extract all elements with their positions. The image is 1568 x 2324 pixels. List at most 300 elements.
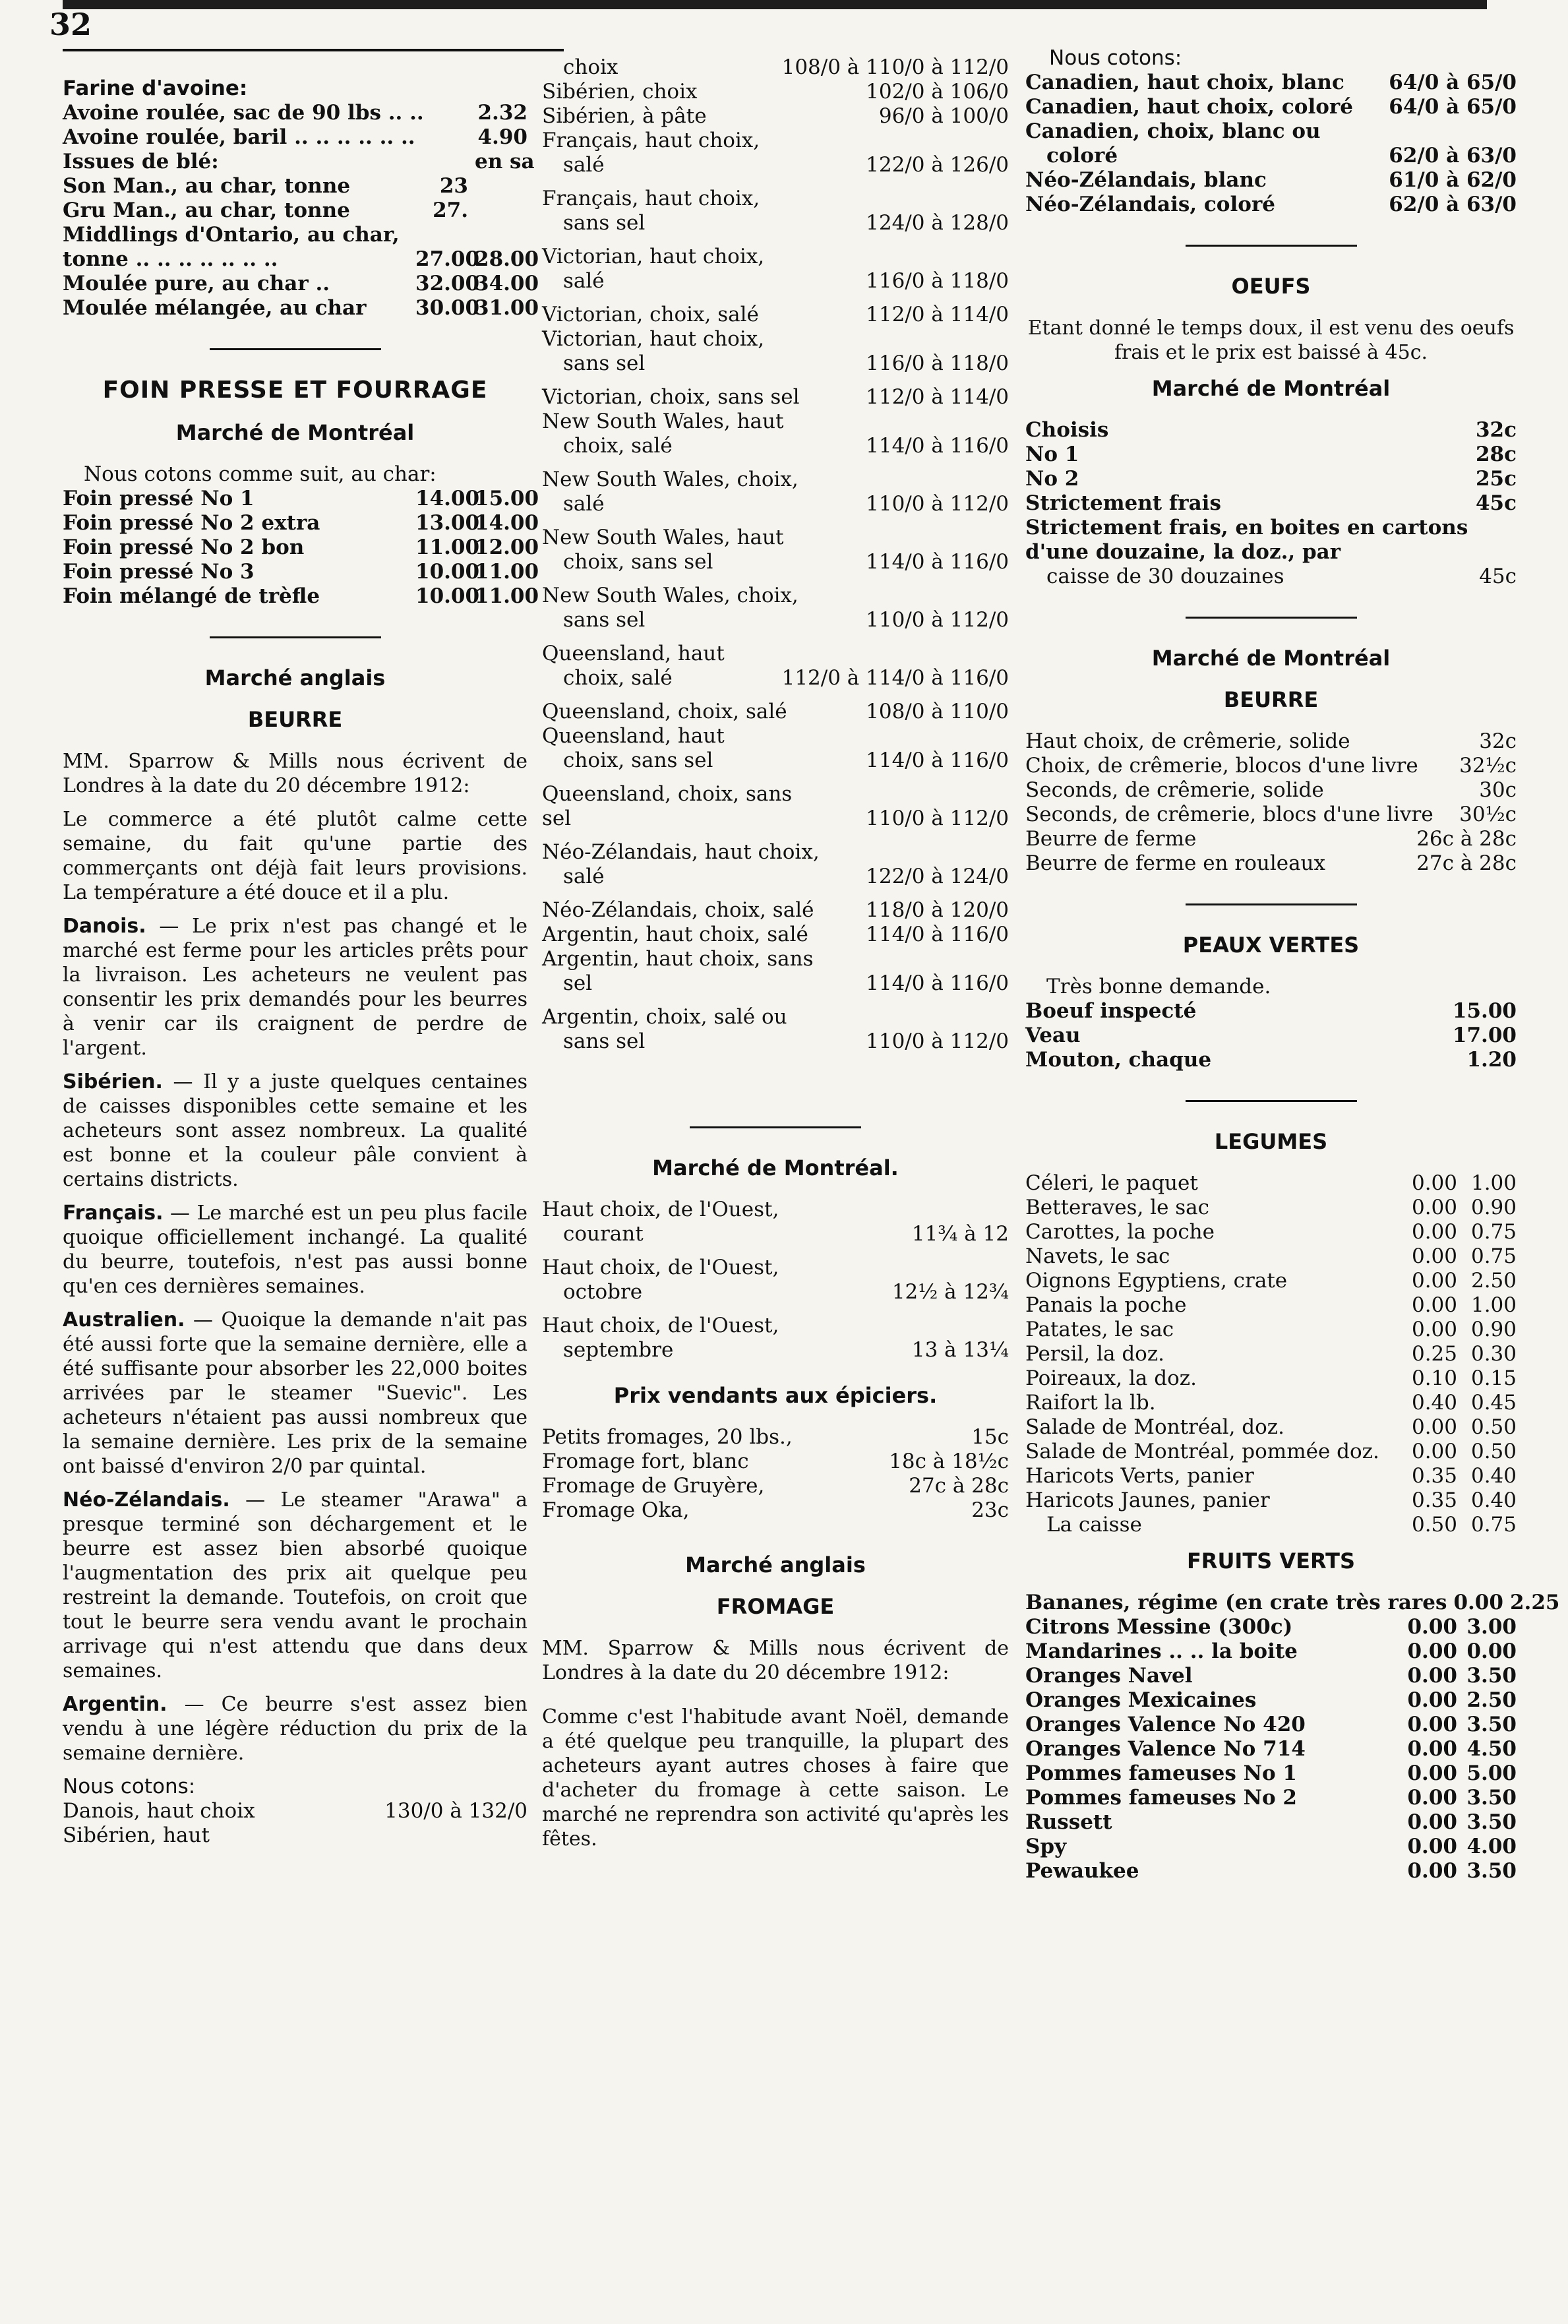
legumes-row — [1025, 1269, 1517, 1293]
cotons-row — [63, 1799, 528, 1823]
argentin-lead: Argentin. — [63, 1693, 167, 1716]
fruits-row-value-high: 4.00 — [1466, 1835, 1517, 1858]
commerce-paragraph: Le commerce a été plutôt calme cette semaine, du fait qu'une partie des commerçants ont déjà fait leurs provisions. La température a été douce et il a plu. — [63, 808, 528, 904]
fruits-row-value-low: 0.00 — [1407, 1835, 1457, 1858]
fruits-row-value-low: 0.00 — [1407, 1859, 1457, 1883]
legumes-row-value-low: 0.00 — [1411, 1196, 1457, 1219]
foin-row — [63, 535, 539, 560]
legumes-row-value-low: 0.00 — [1411, 1220, 1457, 1244]
peaux-intro: Très bonne demande. — [1046, 975, 1271, 998]
montreal-row-title: Haut choix, de l'Ouest, — [542, 1314, 779, 1337]
beurre-price-row — [542, 971, 1009, 996]
farine-row — [63, 272, 539, 296]
beurre-price-list — [542, 55, 1009, 1054]
row-spacer — [542, 376, 1009, 385]
beurre-price-row-label: Argentin, haut choix, sans — [542, 947, 814, 971]
beurre-price-row — [542, 840, 1009, 865]
cotons-row-value: 130/0 à 132/0 — [384, 1799, 528, 1823]
montreal-row-sub: septembre — [563, 1338, 674, 1362]
foin-row-value-low: 11.00 — [415, 535, 480, 559]
fromage-cotons-row-value: 62/0 à 63/0 — [1389, 193, 1517, 216]
beurre-price-row — [542, 608, 1009, 632]
montreal-row-value: 13 à 13¼ — [911, 1338, 1009, 1362]
intro-paragraph: MM. Sparrow & Mills nous écrivent de Londres à la date du 20 décembre 1912: — [63, 750, 528, 797]
farine-row — [63, 223, 528, 247]
montreal-row-sub: courant — [563, 1222, 644, 1246]
farine-row — [63, 174, 528, 199]
legumes-row-value-high: 0.40 — [1470, 1464, 1517, 1488]
legumes-row-value-low: 0.00 — [1411, 1415, 1457, 1439]
beurre-price-row-label: Queensland, haut — [542, 642, 725, 665]
fruits-row — [1025, 1859, 1517, 1883]
beurre-price-row — [542, 1029, 1009, 1054]
beurre-montreal-row-value: 26c à 28c — [1416, 827, 1517, 851]
legumes-row-value-low: 0.00 — [1411, 1440, 1457, 1463]
beurre-price-row-value: 122/0 à 126/0 — [866, 153, 1009, 177]
beurre-price-row — [542, 434, 1009, 458]
beurre-price-row-label: choix — [563, 55, 618, 79]
epiciers-row — [542, 1425, 1009, 1450]
foin-row-value-high: 12.00 — [475, 535, 539, 559]
legumes-row-value-low: 0.00 — [1411, 1318, 1457, 1341]
fruits-row-value-low: 0.00 — [1407, 1786, 1457, 1810]
row-spacer — [542, 996, 1009, 1005]
beurre-montreal-row-value: 32½c — [1459, 754, 1517, 778]
peaux-heading: PEAUX VERTES — [1182, 933, 1360, 958]
danois-text: — Le prix n'est pas changé et le marché est ferme pour les articles prêts pour la livraison. Les acheteurs ne veulent pas consentir les prix demandés pour les beurres à venir car ils craignent de perdre de l'argent. — [63, 915, 528, 1060]
legumes-row — [1025, 1318, 1517, 1342]
legumes-row-label: Panais la poche — [1025, 1293, 1187, 1317]
legumes-row-value-high: 0.75 — [1470, 1244, 1517, 1268]
legumes-row-value-high: 2.50 — [1470, 1269, 1517, 1293]
beurre-price-row-value: 110/0 à 112/0 — [866, 807, 1009, 830]
farine-row-value-high: en sa — [475, 150, 535, 173]
beurre-price-row — [542, 352, 1009, 376]
francais-paragraph — [63, 1201, 528, 1299]
farine-row-value-high: 2.32 — [477, 101, 528, 125]
beurre-price-row-label: New South Wales, choix, — [542, 584, 799, 607]
beurre-price-row — [542, 807, 1009, 831]
beurre-price-row — [542, 80, 1009, 104]
fruits-row-value-low: 0.00 — [1407, 1664, 1457, 1688]
legumes-row-label: Oignons Egyptiens, crate — [1025, 1269, 1288, 1293]
neo-lead: Néo-Zélandais. — [63, 1488, 230, 1512]
fromage-cotons-list — [1025, 71, 1517, 217]
fromage-cotons-row-label: Néo-Zélandais, blanc — [1025, 168, 1267, 192]
fruits-row-value-high: 3.50 — [1466, 1810, 1517, 1834]
oeufs-row-label: Strictement frais — [1025, 491, 1221, 515]
beurre-price-row-label: Queensland, choix, sans — [542, 782, 793, 806]
legumes-row — [1025, 1488, 1517, 1513]
francais-lead: Français. — [63, 1202, 164, 1225]
fromage-paragraph: Comme c'est l'habitude avant Noël, demande a été quelque peu tranquille, la plupart des acheteurs ayant autres choses à faire que d'acheter du fromage à cette saison. Le marché ne reprendra son activité qu'après les fêtes. — [542, 1705, 1009, 1850]
beurre-price-row-value: 108/0 à 110/0 à 112/0 — [781, 55, 1009, 79]
foin-row-value-low: 10.00 — [415, 560, 480, 584]
beurre-price-row — [542, 526, 1009, 550]
farine-row — [63, 247, 539, 272]
fruits-row-label: Pommes fameuses No 2 — [1025, 1786, 1298, 1810]
legumes-row-value-high: 0.30 — [1470, 1342, 1517, 1366]
beurre-price-row-value: 122/0 à 124/0 — [866, 865, 1009, 888]
fromage-cotons-row-label: Canadien, choix, blanc ou — [1025, 119, 1321, 143]
epiciers-heading: Prix vendants aux épiciers. — [613, 1383, 938, 1408]
beurre-montreal-row — [1025, 778, 1517, 803]
row-spacer — [542, 773, 1009, 782]
foin-row — [63, 560, 539, 584]
farine-row-value-high: 4.90 — [477, 125, 528, 149]
beurre-montreal-row — [1025, 729, 1517, 754]
farine-row-value-low: 32.00 — [415, 272, 480, 295]
header-rule-bar — [63, 0, 1487, 9]
beurre-price-row-value: 118/0 à 120/0 — [866, 898, 1009, 922]
beurre-price-row-label: Français, haut choix, — [542, 187, 760, 210]
foin-market-heading: Marché de Montréal — [175, 420, 415, 445]
beurre-price-row-label: Argentin, haut choix, salé — [542, 923, 808, 946]
fruits-row-value-low: 0.00 — [1407, 1639, 1457, 1663]
fruits-row-value-high: 3.50 — [1466, 1664, 1517, 1688]
foin-row-value-high: 14.00 — [475, 511, 539, 535]
legumes-heading: LEGUMES — [1214, 1129, 1328, 1154]
foin-row — [63, 584, 539, 609]
legumes-row — [1025, 1244, 1517, 1269]
foin-row-label: Foin pressé No 2 extra — [63, 511, 320, 535]
beurre-price-row-label: Victorian, haut choix, — [542, 327, 765, 351]
section-divider — [210, 636, 381, 638]
farine-row-label: Avoine roulée, sac de 90 lbs .. .. — [63, 101, 424, 125]
beurre-price-row-value: 112/0 à 114/0 à 116/0 — [781, 666, 1009, 690]
legumes-row-label: Betteraves, le sac — [1025, 1196, 1210, 1219]
peaux-row-value: 1.20 — [1466, 1048, 1517, 1072]
peaux-row-value: 17.00 — [1452, 1024, 1517, 1047]
oeufs-row-label: Choisis — [1025, 418, 1109, 442]
farine-row — [63, 150, 535, 174]
montreal-row-sub: octobre — [563, 1280, 643, 1304]
beurre-price-row-label: Victorian, choix, salé — [542, 303, 759, 326]
beurre-montreal-row — [1025, 827, 1517, 851]
fruits-row — [1025, 1713, 1517, 1737]
column-left — [63, 46, 539, 1848]
farine-price-list — [63, 101, 539, 321]
legumes-row-value-low: 0.10 — [1411, 1366, 1457, 1390]
beurre-price-row — [542, 303, 1009, 327]
legumes-row-label: La caisse — [1046, 1513, 1142, 1537]
beurre-montreal-row-label: Seconds, de crêmerie, blocs d'une livre — [1025, 803, 1433, 826]
section-divider — [1186, 903, 1357, 905]
beurre-price-row — [542, 947, 1009, 971]
fruits-row-label: Spy — [1025, 1835, 1067, 1858]
beurre-montreal-row-label: Choix, de crêmerie, blocos d'une livre — [1025, 754, 1418, 778]
beurre-price-row-label: sans sel — [563, 352, 646, 375]
section-divider — [1186, 245, 1357, 247]
beurre-montreal-row-label: Beurre de ferme en rouleaux — [1025, 851, 1326, 875]
fruits-row-value-high: 2.25 — [1509, 1591, 1560, 1614]
beurre-price-row-label: choix, sans sel — [563, 749, 713, 772]
cotons-heading-2: Nous cotons: — [1049, 46, 1182, 70]
peaux-row — [1025, 999, 1517, 1024]
fruits-row — [1025, 1639, 1517, 1664]
foin-row — [63, 511, 539, 535]
fruits-row-label: Oranges Mexicaines — [1025, 1688, 1257, 1712]
legumes-row — [1025, 1440, 1517, 1464]
montreal-row-value: 12½ à 12¾ — [891, 1280, 1009, 1304]
beurre-price-row-label: Victorian, haut choix, — [542, 245, 765, 268]
beurre-price-row-value: 116/0 à 118/0 — [866, 269, 1009, 293]
legumes-row-value-low: 0.35 — [1411, 1464, 1457, 1488]
anglais-heading: Marché anglais — [204, 665, 386, 690]
peaux-row-label: Mouton, chaque — [1025, 1048, 1212, 1072]
beurre-montreal-row — [1025, 803, 1517, 827]
legumes-row-label: Navets, le sac — [1025, 1244, 1170, 1268]
epiciers-price-list — [542, 1425, 1009, 1523]
beurre-montreal-row-label: Beurre de ferme — [1025, 827, 1197, 851]
beurre-price-row-value: 102/0 à 106/0 — [866, 80, 1009, 104]
peaux-row-label: Boeuf inspecté — [1025, 999, 1197, 1023]
beurre-price-row-label: choix, salé — [563, 434, 673, 458]
legumes-row — [1025, 1171, 1517, 1196]
beurre-price-row-value: 114/0 à 116/0 — [866, 923, 1009, 946]
legumes-row-value-high: 0.75 — [1470, 1513, 1517, 1537]
beurre-montreal-row-value: 30c — [1479, 778, 1517, 802]
fruits-row — [1025, 1835, 1517, 1859]
beurre-price-row — [542, 410, 1009, 434]
fruits-row-value-low: 0.00 — [1407, 1688, 1457, 1712]
oeufs-boites-label: caisse de 30 douzaines — [1046, 565, 1284, 588]
beurre-price-row-label: sel — [542, 807, 572, 830]
farine-row-value-low: 27.00 — [415, 247, 480, 271]
fruits-heading: FRUITS VERTS — [1186, 1548, 1356, 1574]
beurre-price-row — [542, 865, 1009, 889]
fruits-row — [1025, 1615, 1517, 1639]
montreal-row-value: 11¾ à 12 — [911, 1222, 1009, 1246]
legumes-row-value-high: 0.50 — [1470, 1440, 1517, 1463]
beurre-price-row-label: Queensland, haut — [542, 724, 725, 748]
beurre-price-row-value: 114/0 à 116/0 — [866, 971, 1009, 995]
fruits-row-label: Mandarines .. .. la boite — [1025, 1639, 1298, 1663]
fruits-row-value-high: 3.50 — [1466, 1859, 1517, 1883]
legumes-row — [1025, 1464, 1517, 1488]
beurre-montreal-row-value: 30½c — [1459, 803, 1517, 826]
legumes-row — [1025, 1513, 1517, 1537]
fruits-row-value-high: 5.00 — [1466, 1761, 1517, 1785]
fruits-row-label: Russett — [1025, 1810, 1112, 1834]
beurre-price-row — [542, 211, 1009, 235]
fromage-cotons-row-label: coloré — [1046, 144, 1118, 168]
foin-heading: FOIN PRESSE ET FOURRAGE — [102, 377, 488, 404]
legumes-row — [1025, 1415, 1517, 1440]
fromage-cotons-row — [1025, 144, 1517, 168]
fruits-row-label: Citrons Messine (300c) — [1025, 1615, 1293, 1639]
fromage-cotons-row — [1025, 71, 1517, 95]
fromage-intro: MM. Sparrow & Mills nous écrivent de Londres à la date du 20 décembre 1912: — [542, 1637, 1009, 1684]
fromage-cotons-row — [1025, 168, 1517, 193]
cotons-row-label: Sibérien, haut — [63, 1823, 210, 1847]
epiciers-row-label: Fromage Oka, — [542, 1498, 690, 1522]
beurre-price-row — [542, 327, 1009, 352]
fruits-price-list — [1025, 1591, 1560, 1883]
beurre-price-row-label: New South Wales, choix, — [542, 468, 799, 491]
beurre-price-row-value: 124/0 à 128/0 — [866, 211, 1009, 235]
section-divider — [1186, 617, 1357, 619]
beurre-price-row-label: Argentin, choix, salé ou — [542, 1005, 787, 1029]
row-spacer — [542, 177, 1009, 187]
beurre-montreal-row-value: 32c — [1479, 729, 1517, 753]
legumes-row — [1025, 1196, 1517, 1220]
legumes-row-value-low: 0.00 — [1411, 1171, 1457, 1195]
legumes-row-value-high: 0.75 — [1470, 1220, 1517, 1244]
beurre-price-row-value: 110/0 à 112/0 — [866, 608, 1009, 632]
farine-row-label: Moulée mélangée, au char — [63, 296, 367, 320]
oeufs-boites-line: Strictement frais, en boites en cartons d'une douzaine, la doz., par — [1025, 516, 1468, 564]
beurre-price-row-label: Sibérien, choix — [542, 80, 698, 104]
beurre-price-row-label: choix, salé — [563, 666, 673, 690]
beurre-price-row — [542, 129, 1009, 153]
foin-row-label: Foin pressé No 3 — [63, 560, 255, 584]
fromage-cotons-row — [1025, 95, 1517, 119]
epiciers-row — [542, 1474, 1009, 1498]
beurre-price-row — [542, 584, 1009, 608]
montreal-row — [542, 1280, 1009, 1304]
beurre-price-row-value: 116/0 à 118/0 — [866, 352, 1009, 375]
row-spacer — [542, 831, 1009, 840]
oeufs-row-label: No 2 — [1025, 467, 1079, 491]
foin-row-value-low: 14.00 — [415, 487, 480, 510]
row-spacer — [542, 1304, 1009, 1314]
montreal-row — [542, 1338, 1009, 1362]
beurre-montreal-row — [1025, 851, 1517, 876]
legumes-row — [1025, 1366, 1517, 1391]
epiciers-row-value: 15c — [971, 1425, 1009, 1449]
row-spacer — [542, 1362, 1009, 1372]
fruits-row-value-high: 3.00 — [1466, 1615, 1517, 1639]
beurre-heading-2: BEURRE — [1223, 687, 1319, 712]
beurre-price-row — [542, 642, 1009, 666]
farine-row — [63, 199, 528, 223]
fromage-heading: FROMAGE — [716, 1594, 835, 1619]
beurre-price-row-label: choix, sans sel — [563, 550, 713, 574]
legumes-row-label: Poireaux, la doz. — [1025, 1366, 1197, 1390]
oeufs-row-label: No 1 — [1025, 443, 1079, 466]
fruits-row-value-low: 0.00 — [1453, 1591, 1503, 1614]
legumes-row — [1025, 1391, 1517, 1415]
peaux-row-label: Veau — [1025, 1024, 1081, 1047]
legumes-row-label: Raifort la lb. — [1025, 1391, 1156, 1415]
beurre-price-row-label: Néo-Zélandais, haut choix, — [542, 840, 820, 864]
francais-text: — Le marché est un peu plus facile quoique officiellement inchangé. La qualité du beurre, toutefois, n'est pas aussi bonne qu'en ces dernières semaines. — [63, 1202, 528, 1298]
epiciers-row-label: Fromage fort, blanc — [542, 1450, 749, 1473]
montreal-heading: Marché de Montréal. — [652, 1155, 899, 1180]
row-spacer — [542, 458, 1009, 468]
oeufs-paragraph: Etant donné le temps doux, il est venu des oeufs frais et le prix est baissé à 45c. — [1027, 317, 1515, 364]
australien-paragraph — [63, 1308, 528, 1479]
fruits-row-label: Bananes, régime (en crate très rares — [1025, 1591, 1447, 1614]
beurre-price-row — [542, 666, 1009, 690]
foin-price-list — [63, 487, 539, 609]
fruits-row-label: Pommes fameuses No 1 — [1025, 1761, 1298, 1785]
peaux-row-value: 15.00 — [1452, 999, 1517, 1023]
farine-row-label: Son Man., au char, tonne — [63, 174, 351, 198]
foin-row-value-high: 15.00 — [475, 487, 539, 510]
foin-row-label: Foin mélangé de trèfle — [63, 584, 320, 608]
farine-row — [63, 125, 528, 150]
epiciers-row — [542, 1498, 1009, 1523]
fruits-row-label: Oranges Valence No 420 — [1025, 1713, 1306, 1736]
foin-row-label: Foin pressé No 2 bon — [63, 535, 305, 559]
beurre-montreal-row-label: Haut choix, de crêmerie, solide — [1025, 729, 1350, 753]
oeufs-row — [1025, 418, 1517, 443]
montreal-row-title: Haut choix, de l'Ouest, — [542, 1256, 779, 1279]
fruits-row — [1025, 1761, 1517, 1786]
fruits-row-label: Oranges Navel — [1025, 1664, 1193, 1688]
legumes-row-label: Haricots Jaunes, panier — [1025, 1488, 1270, 1512]
legumes-row-value-high: 0.40 — [1470, 1488, 1517, 1512]
legumes-row-label: Carottes, la poche — [1025, 1220, 1215, 1244]
fruits-row — [1025, 1810, 1517, 1835]
beurre-price-row-value: 114/0 à 116/0 — [866, 749, 1009, 772]
danois-lead: Danois. — [63, 915, 146, 938]
foin-intro: Nous cotons comme suit, au char: — [84, 462, 437, 486]
farine-row-value-high: 31.00 — [475, 296, 539, 320]
epiciers-row-label: Fromage de Gruyère, — [542, 1474, 765, 1498]
fromage-cotons-row-value: 64/0 à 65/0 — [1389, 71, 1517, 94]
siberien-paragraph — [63, 1070, 528, 1192]
farine-row-label: Moulée pure, au char .. — [63, 272, 330, 295]
legumes-row-value-high: 1.00 — [1470, 1293, 1517, 1317]
legumes-row — [1025, 1293, 1517, 1318]
section-divider — [210, 348, 381, 350]
section-divider — [690, 1126, 861, 1128]
fruits-row-value-high: 3.50 — [1466, 1713, 1517, 1736]
cotons-row-label: Danois, haut choix — [63, 1799, 255, 1823]
beurre-montreal-row-label: Seconds, de crêmerie, solide — [1025, 778, 1324, 802]
beurre-price-row-label: salé — [563, 269, 605, 293]
fruits-row-value-high: 3.50 — [1466, 1786, 1517, 1810]
beurre-price-row-label: salé — [563, 153, 605, 177]
oeufs-row-value: 32c — [1475, 418, 1517, 442]
fruits-row-label: Oranges Valence No 714 — [1025, 1737, 1306, 1761]
section-divider — [1186, 1100, 1357, 1102]
beurre-price-row — [542, 492, 1009, 516]
row-spacer — [542, 574, 1009, 584]
oeufs-boites-row — [1025, 565, 1517, 589]
oeufs-row-value: 25c — [1475, 467, 1517, 491]
row-spacer — [542, 632, 1009, 642]
montreal-row — [542, 1222, 1009, 1246]
fromage-cotons-row — [1025, 119, 1517, 144]
row-spacer — [542, 235, 1009, 245]
row-spacer — [542, 889, 1009, 898]
cotons-row — [63, 1823, 528, 1848]
beurre-heading: BEURRE — [247, 707, 343, 732]
peaux-row — [1025, 1048, 1517, 1072]
foin-row-label: Foin pressé No 1 — [63, 487, 255, 510]
oeufs-price-list — [1025, 418, 1517, 516]
fromage-cotons-row-value: 64/0 à 65/0 — [1389, 95, 1517, 119]
beurre-price-row — [542, 700, 1009, 724]
legumes-row-label: Patates, le sac — [1025, 1318, 1174, 1341]
australien-text: — Quoique la demande n'ait pas été aussi forte que la semaine dernière, elle a été suffisante pour absorber les 22,000 boites arrivées par le steamer "Suevic". Les acheteurs n'étaient pas aussi nombreux que la semaine dernière. Les prix de la semaine ont baissé d'environ 2/0 par quintal. — [63, 1308, 528, 1478]
fruits-row-label: Pewaukee — [1025, 1859, 1139, 1883]
oeufs-row-value: 45c — [1475, 491, 1517, 515]
beurre-price-row-label: Sibérien, à pâte — [542, 104, 707, 128]
farine-row — [63, 101, 528, 125]
legumes-row-value-low: 0.00 — [1411, 1269, 1457, 1293]
legumes-row-value-low: 0.35 — [1411, 1488, 1457, 1512]
beurre-price-row-label: salé — [563, 492, 605, 516]
farine-row-value-low: 23 — [439, 174, 468, 198]
column-middle — [542, 46, 1009, 1860]
beurre-price-row-value: 112/0 à 114/0 — [866, 385, 1009, 409]
farine-row-label: Gru Man., au char, tonne — [63, 199, 350, 222]
